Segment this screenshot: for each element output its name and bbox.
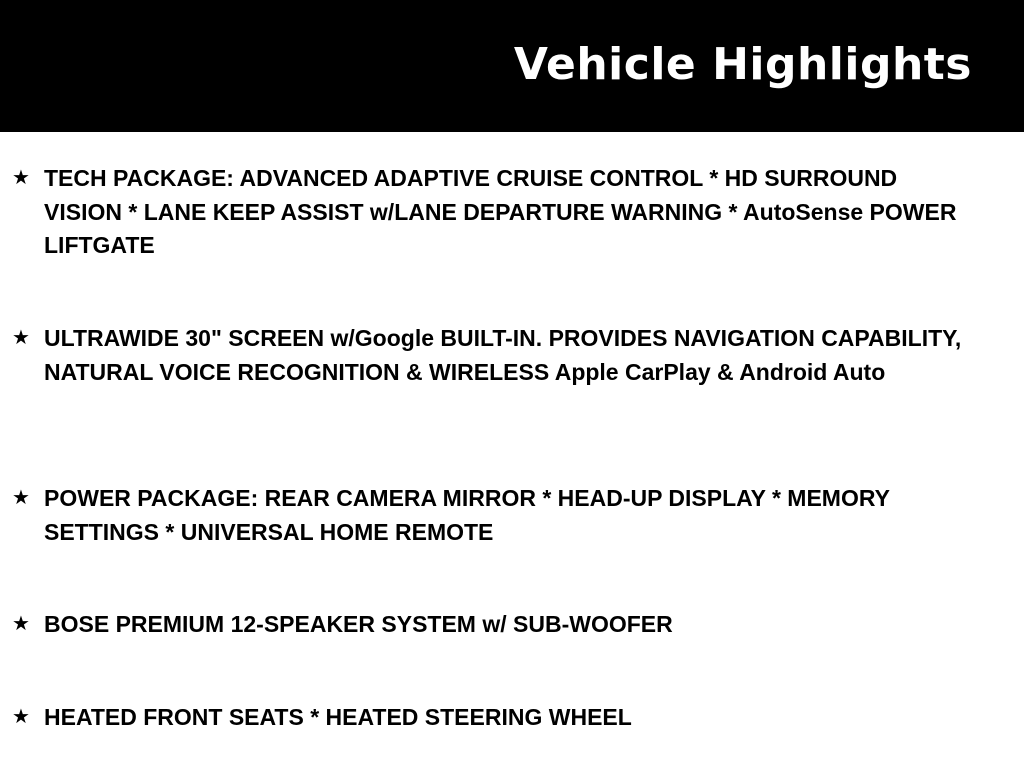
star-icon: ★	[12, 704, 30, 728]
star-icon: ★	[12, 485, 30, 509]
highlight-text: HEATED FRONT SEATS * HEATED STEERING WHEEL	[44, 704, 632, 730]
highlight-text: ULTRAWIDE 30" SCREEN w/Google BUILT-IN. PROVIDES NAVIGATION CAPABILITY, NATURAL VOICE RECOGNITION & WIRELESS Apple CarPlay & Android Auto	[44, 325, 962, 385]
highlight-text: TECH PACKAGE: ADVANCED ADAPTIVE CRUISE CONTROL * HD SURROUND VISION * LANE KEEP ASSIST w/LANE DEPARTURE WARNING * AutoSense POWER LIFTGATE	[44, 165, 957, 258]
star-icon: ★	[12, 611, 30, 635]
star-icon: ★	[12, 325, 30, 349]
page-title: Vehicle Highlights	[513, 39, 972, 90]
highlight-text: BOSE PREMIUM 12-SPEAKER SYSTEM w/ SUB-WOOFER	[44, 611, 673, 637]
star-icon: ★	[12, 165, 30, 189]
highlight-text: POWER PACKAGE: REAR CAMERA MIRROR * HEAD-UP DISPLAY * MEMORY SETTINGS * UNIVERSAL HOME REMOTE	[44, 485, 890, 545]
